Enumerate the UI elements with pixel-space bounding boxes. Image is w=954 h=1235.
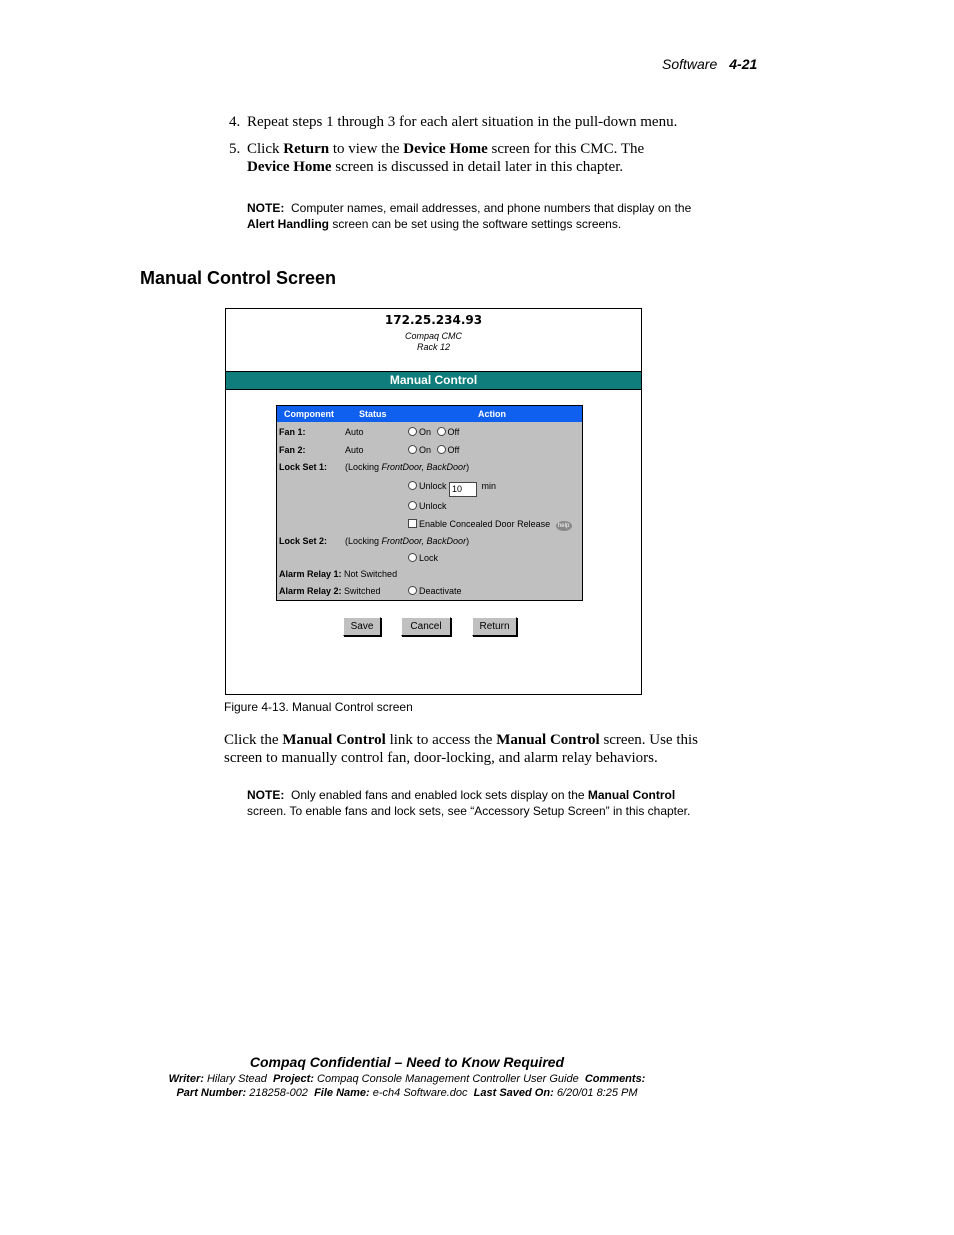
step-text: Repeat steps 1 through 3 for each alert situation in the pull-down menu. [247,114,678,130]
device-identity [226,331,641,353]
status-text: (Locking [345,462,382,472]
body-paragraph [224,731,724,767]
step-text: screen for this CMC. The [487,141,645,157]
radio-label: Deactivate [419,586,462,596]
running-header [662,56,757,72]
footer-label: Project: [273,1073,314,1085]
row-label: Fan 1: [279,427,306,437]
relay2-status: Switched [344,586,381,596]
radio-label: Lock [419,553,439,563]
footer-value: e-ch4 Software.doc [372,1087,468,1099]
concealed-row [408,518,572,531]
fan1-off-radio[interactable] [437,427,446,436]
note-label: NOTE: [247,788,285,802]
footer-label: Comments: [584,1073,646,1085]
device-ip: 172.25.234.93 [384,313,483,327]
checkbox-label: Enable Concealed Door Release [419,519,551,529]
step-bold-device-home: Device Home [403,141,488,157]
status-text: (Locking [345,536,382,546]
step-bold-return: Return [283,141,330,157]
para-bold: Manual Control [496,732,600,748]
footer-confidential: Compaq Confidential – Need to Know Required [249,1054,565,1070]
cancel-button[interactable]: Cancel [401,617,451,636]
deactivate-radio[interactable] [408,586,417,595]
note-alert-handling [247,200,717,232]
note-text: Only enabled fans and enabled lock sets display on the [291,788,588,802]
unit-label: min [481,481,497,491]
row-label: Alarm Relay 2: [279,586,342,596]
lock2-status [345,535,469,547]
para-text: Click the [224,732,283,748]
fan2-label [279,444,306,456]
row-label: Lock Set 2: [279,536,328,546]
note-bold: Manual Control [587,788,676,802]
fan2-status: Auto [345,445,364,455]
header-page-number: 4-21 [729,56,758,72]
radio-label: On [419,445,432,455]
note-text: screen can be set using the software settings screens. [329,217,622,231]
fan1-status: Auto [345,427,364,437]
concealed-door-checkbox[interactable] [408,519,417,528]
step-4 [229,113,709,131]
fan1-actions [408,426,459,438]
control-panel [276,405,583,601]
unlock-for-radio[interactable] [408,481,417,490]
device-rack: Rack 12 [416,342,451,352]
footer-label: Part Number: [176,1087,247,1099]
unlock-radio[interactable] [408,501,417,510]
footer-label: Last Saved On: [473,1087,554,1099]
lock2-label [279,535,327,547]
status-items: FrontDoor, BackDoor [381,536,467,546]
fan2-actions [408,444,459,456]
lock-row [408,552,438,564]
unlock-for-row [408,480,496,497]
relay1-status: Not Switched [344,569,398,579]
section-title: Manual Control Screen [140,268,337,288]
para-text: screen. Use this screen to manually control fan, door-locking, and alarm relay behaviors. [224,732,698,766]
step-text: Click [247,141,284,157]
deactivate-row [408,585,462,597]
fan2-on-radio[interactable] [408,445,417,454]
step-text: to view the [329,141,404,157]
note-bold: Alert Handling [247,217,330,231]
unlock-row [408,500,447,512]
column-action: Action [478,409,506,419]
para-text: link to access the [385,732,497,748]
row-label: Fan 2: [279,445,306,455]
footer-part-line [0,1087,814,1099]
panel-header [277,406,582,422]
note-text: Computer names, email addresses, and phone numbers that display on the [291,201,692,215]
status-text: ) [466,462,470,472]
page-title-band: Manual Control [226,371,641,390]
device-name: Compaq CMC [404,331,462,341]
lock1-label [279,461,327,473]
fan1-on-radio[interactable] [408,427,417,436]
lock1-status [345,461,469,473]
step-text: screen is discussed in detail later in this chapter. [331,159,624,175]
footer-value: Hilary Stead [206,1073,267,1085]
status-text: ) [466,536,470,546]
help-icon[interactable]: help [556,521,572,531]
step-bold-device-home: Device Home [247,159,332,175]
relay1-row [279,568,397,580]
footer-label: File Name: [314,1087,370,1099]
footer-value: Compaq Console Management Controller User Guide [317,1073,579,1085]
fan1-label [279,426,306,438]
radio-label: Off [447,427,460,437]
footer-value: 6/20/01 8:25 PM [556,1087,638,1099]
step-number: 5. [229,141,241,157]
note-enabled-items [247,787,717,819]
fan2-off-radio[interactable] [437,445,446,454]
column-status: Status [359,409,387,419]
radio-label: Unlock [419,481,447,491]
save-button[interactable]: Save [343,617,381,636]
status-items: FrontDoor, BackDoor [381,462,467,472]
note-label: NOTE: [247,201,285,215]
radio-label: On [419,427,432,437]
row-label: Lock Set 1: [279,462,328,472]
footer-writer-line [0,1073,814,1085]
relay2-row [279,585,381,597]
lock-radio[interactable] [408,553,417,562]
step-5 [229,140,709,176]
radio-label: Off [447,445,460,455]
step-number: 4. [229,114,241,130]
manual-control-screenshot [225,308,642,695]
radio-label: Unlock [419,501,447,511]
footer-value: 218258-002 [249,1087,308,1099]
para-bold: Manual Control [282,732,386,748]
footer-label: Writer: [168,1073,204,1085]
note-text: screen. To enable fans and lock sets, see “Accessory Setup Screen” in this chapter. [247,804,691,818]
return-button[interactable]: Return [472,617,517,636]
unlock-minutes-input[interactable]: 10 [449,482,477,497]
column-component: Component [284,409,334,419]
figure-caption: Figure 4-13. Manual Control screen [224,700,413,714]
row-label: Alarm Relay 1: [279,569,342,579]
header-section: Software [662,56,718,72]
